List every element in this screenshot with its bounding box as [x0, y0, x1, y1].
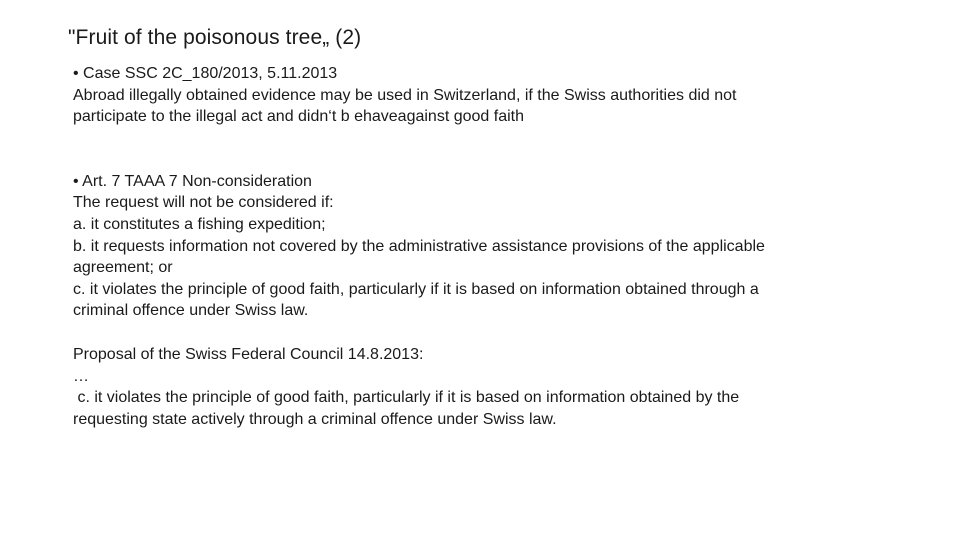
- article-text-line-4: agreement; or: [73, 259, 173, 277]
- proposal-block: [73, 344, 893, 430]
- proposal-text-line-1: c. it violates the principle of good faith, particularly if it is based on information obtained by the: [73, 389, 740, 407]
- article-heading: • Art. 7 TAAA 7 Non-consideration: [73, 172, 312, 190]
- article-text-line-1: The request will not be considered if:: [73, 194, 334, 212]
- article-text-line-3: b. it requests information not covered by the administrative assistance provisions of the applicable: [73, 237, 765, 255]
- case-text-line-1: Abroad illegally obtained evidence may be used in Switzerland, if the Swiss authorities did not: [73, 86, 737, 104]
- proposal-heading: Proposal of the Swiss Federal Council 14.8.2013:: [73, 345, 424, 363]
- article-text-line-6: criminal offence under Swiss law.: [73, 302, 309, 320]
- article-block: [73, 171, 893, 322]
- case-heading: • Case SSC 2C_180/2013, 5.11.2013: [73, 65, 338, 82]
- case-block: [73, 63, 893, 128]
- proposal-text-line-2: requesting state actively through a criminal offence under Swiss law.: [73, 410, 557, 428]
- article-text-line-5: c. it violates the principle of good faith, particularly if it is based on information obtained through a: [73, 280, 759, 298]
- spacer: [73, 322, 893, 344]
- slide-title: "Fruit of the poisonous tree„ (2): [68, 26, 362, 49]
- article-text-line-2: a. it constitutes a fishing expedition;: [73, 215, 326, 233]
- slide-body: [73, 63, 893, 430]
- spacer: [73, 128, 893, 171]
- proposal-ellipsis: …: [73, 367, 89, 385]
- case-text-line-2: participate to the illegal act and didn‘t b ehaveagainst good faith: [73, 108, 524, 126]
